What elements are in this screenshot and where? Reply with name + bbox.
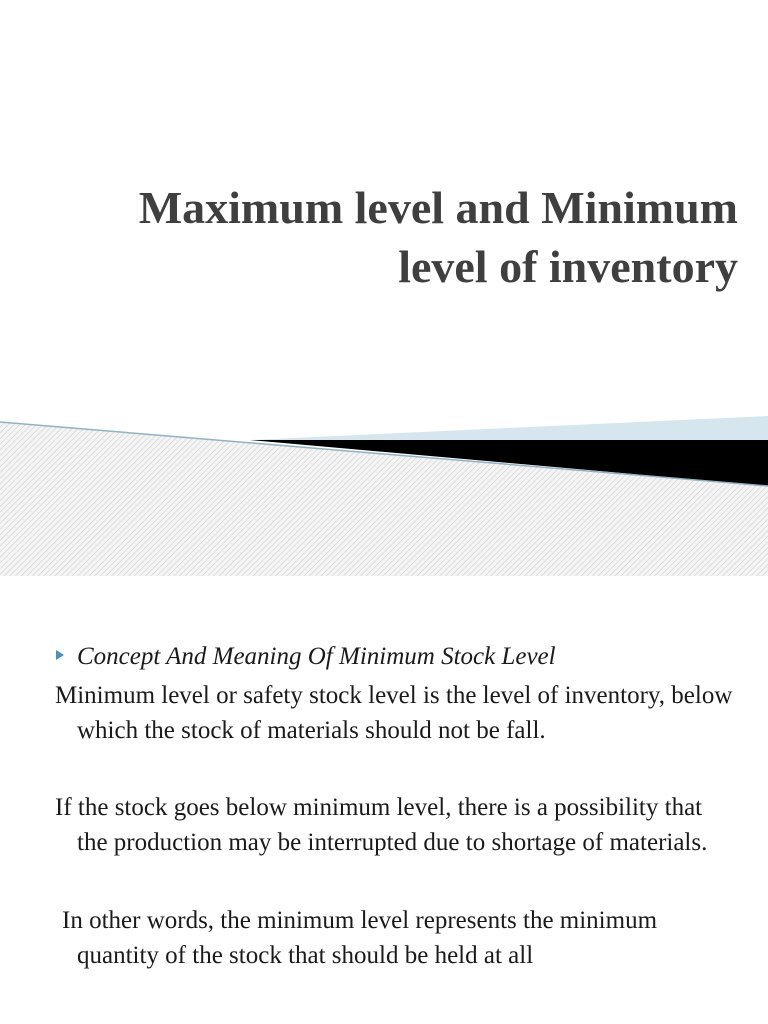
slide-title-line-1: Maximum level and Minimum	[138, 182, 738, 233]
banner-light-blue-band	[250, 416, 768, 440]
paragraph-below-minimum: If the stock goes below minimum level, there is a possibility that the production may be interrupted due to shortage of materials.	[55, 794, 708, 856]
triangle-bullet-icon	[56, 650, 64, 660]
paragraph-in-other-words: In other words, the minimum level represents the minimum quantity of the stock that should be held at all	[62, 907, 658, 969]
decorative-banner	[0, 410, 768, 576]
paragraph-minimum-level-definition: Minimum level or safety stock level is the level of inventory, below which the stock of materials should not be fall.	[55, 682, 733, 744]
slide-title	[38, 178, 738, 296]
bullet-heading: Concept And Meaning Of Minimum Stock Level	[77, 643, 556, 670]
bullet-heading-row	[0, 640, 768, 674]
slide-title-line-2: level of inventory	[398, 241, 738, 292]
slide-body	[0, 640, 768, 973]
